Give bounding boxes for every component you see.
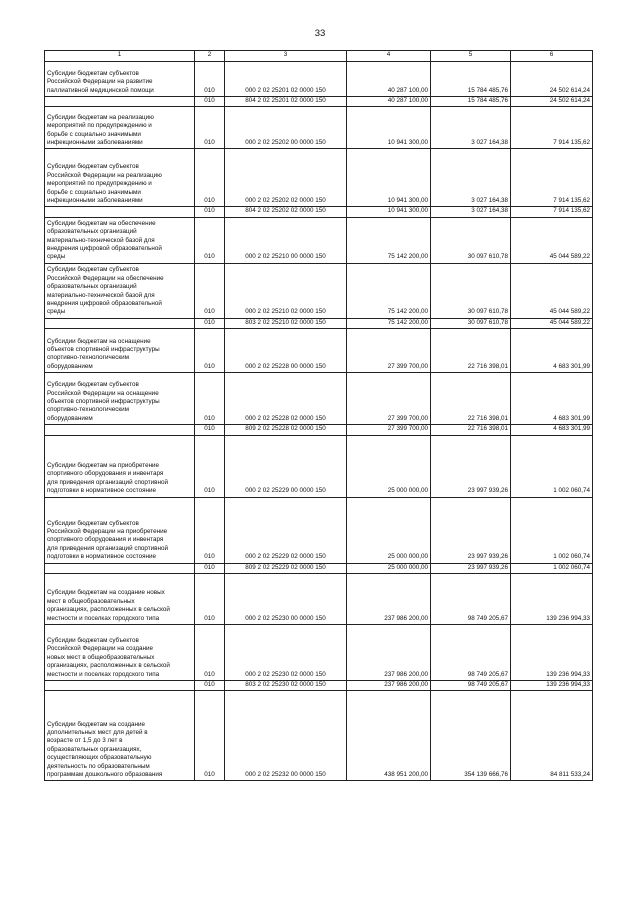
budget-table [44,50,593,781]
row-remaining: 24 502 614,24 [511,62,593,97]
column-header: 3 [225,51,347,62]
row-name-line: подготовки в нормативное состояние [47,553,156,561]
column-header: 2 [195,51,225,62]
row-code: 010 [195,691,225,781]
row-kbk: 809 2 02 25228 02 0000 150 [225,425,347,435]
row-name [45,497,195,563]
row-approved: 237 986 200,00 [347,681,431,691]
row-name-line: объектов спортивной инфраструктуры [47,398,160,405]
row-name-line: инфекционными заболеваниями [47,197,143,204]
row-name-line: Субсидии бюджетам субъектов [47,519,139,527]
row-name-line: внедрения цифровой образовательной [47,300,162,307]
row-kbk: 000 2 02 25228 02 0000 150 [225,373,347,425]
row-name-line: оборудованием [47,414,93,422]
row-name-line: борьбе с социально значимыми [47,188,141,196]
row-name-line: спортивного оборудования и инвентаря [47,536,164,544]
row-code: 010 [195,563,225,573]
row-name-line: дополнительных мест для детей в [47,729,148,736]
table-row [45,497,593,563]
row-remaining: 24 502 614,24 [511,97,593,107]
row-remaining: 1 002 060,74 [511,497,593,563]
row-name-line: Российской Федерации на создание [47,645,154,653]
row-name [45,681,195,691]
column-header: 1 [45,51,195,62]
row-kbk: 804 2 02 25202 02 0000 150 [225,207,347,217]
row-name-line: для приведения организаций спортивной [47,478,169,486]
row-approved: 40 287 100,00 [347,97,431,107]
row-name-line: для приведения организаций спортивной [47,544,169,552]
row-code: 010 [195,107,225,149]
row-name-line: инфекционными заболеваниями [47,139,143,146]
row-code: 010 [195,329,225,373]
row-name-line: образовательных организациях, [47,745,142,753]
row-name-line: Российской Федерации на приобретение [47,528,168,535]
row-kbk: 803 2 02 25230 02 0000 150 [225,681,347,691]
row-code: 010 [195,318,225,328]
row-kbk: 000 2 02 25210 00 0000 150 [225,217,347,263]
row-code: 010 [195,373,225,425]
table-row [45,149,593,207]
row-name-line: Субсидии бюджетам субъектов [47,266,139,274]
row-name-line: Субсидии бюджетам на приобретение [47,462,160,469]
table-row [45,217,593,263]
table-row [45,62,593,97]
row-remaining: 45 044 589,22 [511,263,593,318]
row-name [45,574,195,625]
row-executed: 3 027 164,38 [431,149,511,207]
row-name [45,97,195,107]
row-name-line: Российской Федерации на обеспечение [47,274,164,282]
row-approved: 40 287 100,00 [347,62,431,97]
row-approved: 27 399 700,00 [347,373,431,425]
row-executed: 3 027 164,38 [431,107,511,149]
row-name [45,318,195,328]
table-row [45,329,593,373]
row-executed: 15 784 485,76 [431,62,511,97]
row-name-line: новых мест в общеобразовательных [47,653,155,661]
row-name-line: Российской Федерации на оснащение [47,389,159,397]
row-kbk: 000 2 02 25202 02 0000 150 [225,149,347,207]
row-approved: 25 000 000,00 [347,497,431,563]
row-executed: 15 784 485,76 [431,97,511,107]
row-name-line: материально-технической базой для [47,291,155,299]
row-name [45,207,195,217]
table-row [45,373,593,425]
column-header: 4 [347,51,431,62]
row-name [45,329,195,373]
row-remaining: 139 236 994,33 [511,625,593,681]
row-code: 010 [195,62,225,97]
row-name-line: Субсидии бюджетам субъектов [47,381,139,389]
row-name [45,691,195,781]
row-kbk: 000 2 02 25229 00 0000 150 [225,435,347,497]
row-executed: 98 749 205,67 [431,681,511,691]
row-kbk: 000 2 02 25228 00 0000 150 [225,329,347,373]
row-name-line: осуществляющих образовательную [47,754,152,762]
row-code: 010 [195,625,225,681]
row-code: 010 [195,425,225,435]
row-remaining: 1 002 060,74 [511,435,593,497]
row-executed: 30 097 610,78 [431,263,511,318]
row-approved: 75 142 200,00 [347,217,431,263]
row-code: 010 [195,149,225,207]
row-name [45,107,195,149]
row-code: 010 [195,497,225,563]
row-approved: 237 986 200,00 [347,574,431,625]
row-executed: 30 097 610,78 [431,318,511,328]
row-remaining: 7 914 135,62 [511,207,593,217]
row-name-line: Субсидии бюджетам субъектов [47,163,139,171]
row-remaining: 4 683 301,99 [511,329,593,373]
table-row [45,691,593,781]
row-name-line: оборудованием [47,362,93,370]
row-name-line: материально-технической базой для [47,236,155,244]
row-kbk: 000 2 02 25210 02 0000 150 [225,263,347,318]
row-name-line: Субсидии бюджетам на обеспечение [47,219,156,227]
row-name [45,435,195,497]
row-name-line: мероприятий по предупреждению и [47,122,152,130]
table-row [45,207,593,217]
row-executed: 354 139 666,76 [431,691,511,781]
row-name-line: программам дошкольного образования [47,771,163,779]
row-name-line: организациях, расположенных в сельской [47,662,170,670]
row-kbk: 000 2 02 25230 02 0000 150 [225,625,347,681]
row-name-line: Субсидии бюджетам на оснащение [47,337,151,345]
row-name [45,263,195,318]
row-remaining: 84 811 533,24 [511,691,593,781]
row-kbk: 804 2 02 25201 02 0000 150 [225,97,347,107]
row-approved: 25 000 000,00 [347,435,431,497]
row-name-line: Субсидии бюджетам субъектов [47,69,139,77]
row-code: 010 [195,435,225,497]
row-remaining: 1 002 060,74 [511,563,593,573]
row-name-line: среды [47,308,66,316]
row-name-line: Российской Федерации на развитие [47,78,153,86]
row-name-line: мест в общеобразовательных [47,597,135,605]
row-executed: 98 749 205,67 [431,625,511,681]
row-name-line: объектов спортивной инфраструктуры [47,346,160,353]
table-row [45,425,593,435]
row-name [45,217,195,263]
row-executed: 23 997 939,26 [431,563,511,573]
row-name-line: паллиативной медицинской помощи [47,86,154,94]
row-name [45,625,195,681]
row-remaining: 4 683 301,99 [511,373,593,425]
row-approved: 438 951 200,00 [347,691,431,781]
row-name [45,425,195,435]
row-name-line: Субсидии бюджетам на реализацию [47,113,154,121]
row-approved: 10 941 300,00 [347,149,431,207]
row-name-line: борьбе с социально значимыми [47,130,141,138]
table-row [45,97,593,107]
row-remaining: 45 044 589,22 [511,318,593,328]
row-code: 010 [195,263,225,318]
row-approved: 25 000 000,00 [347,563,431,573]
row-remaining: 7 914 135,62 [511,149,593,207]
row-name [45,62,195,97]
row-approved: 27 399 700,00 [347,329,431,373]
row-name-line: подготовки в нормативное состояние [47,487,156,495]
table-row [45,318,593,328]
table-row [45,107,593,149]
table-row [45,574,593,625]
row-executed: 23 997 939,26 [431,497,511,563]
table-row [45,435,593,497]
row-kbk: 000 2 02 25201 02 0000 150 [225,62,347,97]
row-name-line: Российской Федерации на реализацию [47,171,162,179]
row-name [45,149,195,207]
row-code: 010 [195,97,225,107]
page-number: 33 [314,28,326,39]
row-executed: 22 716 398,01 [431,425,511,435]
table-row [45,625,593,681]
table-row [45,681,593,691]
row-name-line: спортивного оборудования и инвентаря [47,470,164,478]
row-name-line: внедрения цифровой образовательной [47,245,162,252]
row-name-line: организациях, расположенных в сельской [47,606,170,614]
row-kbk: 803 2 02 25210 02 0000 150 [225,318,347,328]
row-name-line: спортивно-технологическим [47,354,130,362]
row-executed: 3 027 164,38 [431,207,511,217]
row-executed: 22 716 398,01 [431,329,511,373]
row-approved: 10 941 300,00 [347,107,431,149]
row-approved: 75 142 200,00 [347,318,431,328]
row-kbk: 809 2 02 25229 02 0000 150 [225,563,347,573]
row-executed: 30 097 610,78 [431,217,511,263]
row-name-line: Субсидии бюджетам субъектов [47,637,139,644]
row-remaining: 4 683 301,99 [511,425,593,435]
row-name-line: среды [47,253,66,261]
row-executed: 22 716 398,01 [431,373,511,425]
row-code: 010 [195,207,225,217]
row-name-line: образовательных организаций [47,283,137,291]
row-approved: 237 986 200,00 [347,625,431,681]
row-code: 010 [195,217,225,263]
row-kbk: 000 2 02 25229 02 0000 150 [225,497,347,563]
row-name-line: местности и поселках городского типа [47,614,160,622]
row-executed: 98 749 205,67 [431,574,511,625]
table-header-row [45,51,593,62]
row-name-line: деятельность по образовательным [47,762,150,770]
row-kbk: 000 2 02 25232 00 0000 150 [225,691,347,781]
row-executed: 23 997 939,26 [431,435,511,497]
row-kbk: 000 2 02 25202 00 0000 150 [225,107,347,149]
table-row [45,563,593,573]
row-name-line: местности и поселках городского типа [47,670,160,678]
row-approved: 27 399 700,00 [347,425,431,435]
row-remaining: 45 044 589,22 [511,217,593,263]
row-name-line: образовательных организаций [47,228,137,236]
row-name-line: возрасте от 1,5 до 3 лет в [47,737,123,745]
row-approved: 10 941 300,00 [347,207,431,217]
row-name-line: Субсидии бюджетам на создание новых [47,589,165,597]
row-name-line: спортивно-технологическим [47,406,130,414]
row-code: 010 [195,574,225,625]
row-remaining: 139 236 994,33 [511,681,593,691]
row-name-line: Субсидии бюджетам на создание [47,720,145,728]
row-code: 010 [195,681,225,691]
row-kbk: 000 2 02 25230 00 0000 150 [225,574,347,625]
row-approved: 75 142 200,00 [347,263,431,318]
row-name [45,563,195,573]
row-name [45,373,195,425]
row-name-line: мероприятий по предупреждению и [47,180,152,188]
row-remaining: 139 236 994,33 [511,574,593,625]
column-header: 6 [511,51,593,62]
row-remaining: 7 914 135,62 [511,107,593,149]
column-header: 5 [431,51,511,62]
table-row [45,263,593,318]
